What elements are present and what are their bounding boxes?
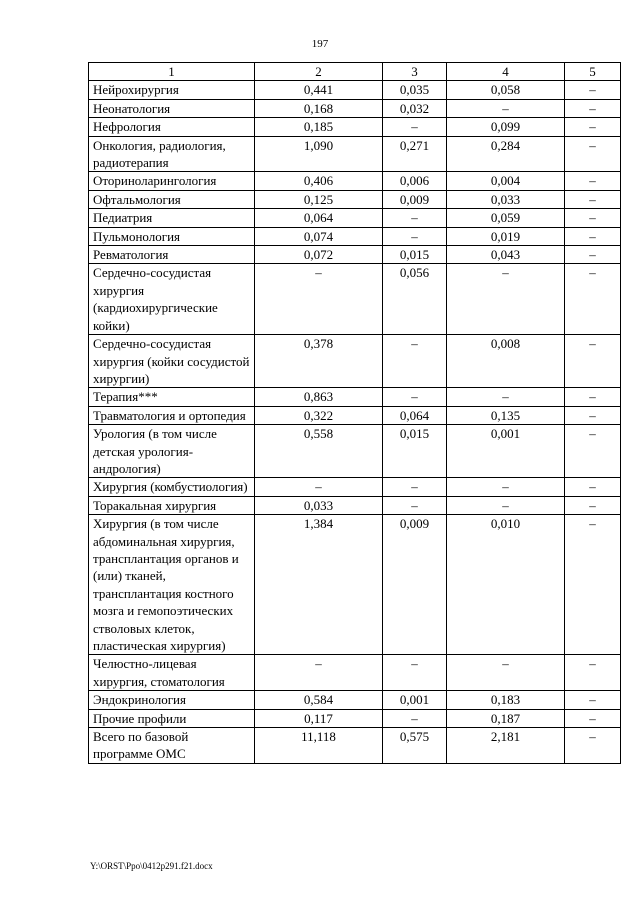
value-cell-col4: 0,033 [447, 190, 565, 208]
header-cell-2: 2 [255, 63, 383, 81]
header-cell-5: 5 [565, 63, 621, 81]
header-cell-4: 4 [447, 63, 565, 81]
table-row [89, 172, 621, 190]
profile-name-cell: Травматология и ортопедия [89, 406, 255, 424]
footer-file-path: Y:\ORST\Ppo\0412p291.f21.docx [90, 861, 213, 871]
value-cell-col2: 0,378 [255, 335, 383, 388]
profile-name-cell: Урология (в том числе детская урология-андрология) [89, 425, 255, 478]
value-cell-col3: 0,575 [383, 728, 447, 764]
value-cell-col2: 0,185 [255, 118, 383, 136]
profile-name-cell: Оториноларингология [89, 172, 255, 190]
value-cell-col3: – [383, 388, 447, 406]
value-cell-col3: – [383, 478, 447, 496]
value-cell-col3: 0,006 [383, 172, 447, 190]
value-cell-col5: – [565, 118, 621, 136]
value-cell-col3: 0,271 [383, 136, 447, 172]
table-row [89, 709, 621, 727]
value-cell-col2: 1,090 [255, 136, 383, 172]
value-cell-col2: 0,074 [255, 227, 383, 245]
value-cell-col4: – [447, 99, 565, 117]
value-cell-col3: 0,009 [383, 515, 447, 655]
value-cell-col3: – [383, 335, 447, 388]
profile-name-cell: Нейрохирургия [89, 81, 255, 99]
value-cell-col2: 11,118 [255, 728, 383, 764]
table-row [89, 246, 621, 264]
value-cell-col5: – [565, 227, 621, 245]
value-cell-col3: 0,056 [383, 264, 447, 335]
value-cell-col5: – [565, 406, 621, 424]
value-cell-col2: 0,064 [255, 209, 383, 227]
profile-name-cell: Прочие профили [89, 709, 255, 727]
value-cell-col2: 0,168 [255, 99, 383, 117]
value-cell-col4: 0,010 [447, 515, 565, 655]
value-cell-col5: – [565, 209, 621, 227]
value-cell-col2: – [255, 264, 383, 335]
value-cell-col4: 0,004 [447, 172, 565, 190]
value-cell-col4: 2,181 [447, 728, 565, 764]
value-cell-col5: – [565, 190, 621, 208]
value-cell-col5: – [565, 515, 621, 655]
table-row [89, 406, 621, 424]
value-cell-col4: 0,187 [447, 709, 565, 727]
profile-name-cell: Сердечно-сосудистая хирургия (кардиохирургические койки) [89, 264, 255, 335]
value-cell-col2: 1,384 [255, 515, 383, 655]
profile-name-cell: Нефрология [89, 118, 255, 136]
value-cell-col3: – [383, 655, 447, 691]
table-row [89, 118, 621, 136]
value-cell-col4: – [447, 655, 565, 691]
value-cell-col3: – [383, 118, 447, 136]
profile-name-cell: Офтальмология [89, 190, 255, 208]
table-row [89, 691, 621, 709]
profile-name-cell: Эндокринология [89, 691, 255, 709]
value-cell-col3: – [383, 209, 447, 227]
value-cell-col4: 0,001 [447, 425, 565, 478]
value-cell-col5: – [565, 264, 621, 335]
table-row [89, 190, 621, 208]
value-cell-col2: 0,863 [255, 388, 383, 406]
profile-name-cell: Хирургия (в том числе абдоминальная хирургия, трансплантация органов и (или) тканей, трансплантация костного мозга и гемопоэтических стволовых клеток, пластическая хирургия) [89, 515, 255, 655]
data-table [88, 62, 621, 764]
value-cell-col4: 0,058 [447, 81, 565, 99]
table-row [89, 425, 621, 478]
value-cell-col3: 0,015 [383, 246, 447, 264]
value-cell-col2: 0,584 [255, 691, 383, 709]
table-row [89, 136, 621, 172]
value-cell-col4: – [447, 496, 565, 514]
value-cell-col5: – [565, 246, 621, 264]
value-cell-col3: – [383, 709, 447, 727]
value-cell-col4: 0,059 [447, 209, 565, 227]
value-cell-col2: 0,406 [255, 172, 383, 190]
value-cell-col2: 0,072 [255, 246, 383, 264]
value-cell-col5: – [565, 388, 621, 406]
profile-name-cell: Сердечно-сосудистая хирургия (койки сосудистой хирургии) [89, 335, 255, 388]
value-cell-col3: – [383, 227, 447, 245]
value-cell-col2: 0,322 [255, 406, 383, 424]
profile-name-cell: Ревматология [89, 246, 255, 264]
table-row [89, 227, 621, 245]
header-cell-1: 1 [89, 63, 255, 81]
value-cell-col4: 0,019 [447, 227, 565, 245]
value-cell-col2: 0,441 [255, 81, 383, 99]
table-row [89, 99, 621, 117]
value-cell-col3: 0,015 [383, 425, 447, 478]
table-row [89, 655, 621, 691]
profile-name-cell: Онкология, радиология, радиотерапия [89, 136, 255, 172]
value-cell-col2: – [255, 655, 383, 691]
value-cell-col5: – [565, 496, 621, 514]
table-row [89, 81, 621, 99]
value-cell-col2: – [255, 478, 383, 496]
value-cell-col5: – [565, 655, 621, 691]
value-cell-col4: 0,284 [447, 136, 565, 172]
value-cell-col5: – [565, 691, 621, 709]
value-cell-col4: – [447, 478, 565, 496]
value-cell-col3: 0,001 [383, 691, 447, 709]
profile-name-cell: Терапия*** [89, 388, 255, 406]
profile-name-cell: Педиатрия [89, 209, 255, 227]
value-cell-col3: 0,064 [383, 406, 447, 424]
value-cell-col5: – [565, 709, 621, 727]
value-cell-col4: 0,043 [447, 246, 565, 264]
value-cell-col4: – [447, 264, 565, 335]
profile-name-cell: Челюстно-лицевая хирургия, стоматология [89, 655, 255, 691]
value-cell-col2: 0,125 [255, 190, 383, 208]
value-cell-col5: – [565, 136, 621, 172]
table-row [89, 335, 621, 388]
value-cell-col3: – [383, 496, 447, 514]
table-row [89, 388, 621, 406]
header-cell-3: 3 [383, 63, 447, 81]
table-row [89, 515, 621, 655]
value-cell-col2: 0,558 [255, 425, 383, 478]
profile-name-cell: Неонатология [89, 99, 255, 117]
profile-name-cell: Пульмонология [89, 227, 255, 245]
value-cell-col5: – [565, 728, 621, 764]
value-cell-col2: 0,117 [255, 709, 383, 727]
table-row [89, 264, 621, 335]
table-body [89, 81, 621, 763]
page-number: 197 [311, 38, 329, 50]
value-cell-col4: 0,135 [447, 406, 565, 424]
value-cell-col4: 0,099 [447, 118, 565, 136]
table-row [89, 496, 621, 514]
value-cell-col3: 0,032 [383, 99, 447, 117]
value-cell-col5: – [565, 425, 621, 478]
header-row [89, 63, 621, 81]
table-row [89, 728, 621, 764]
value-cell-col5: – [565, 81, 621, 99]
value-cell-col2: 0,033 [255, 496, 383, 514]
profile-name-cell: Всего по базовой программе ОМС [89, 728, 255, 764]
profile-name-cell: Хирургия (комбустиология) [89, 478, 255, 496]
value-cell-col5: – [565, 172, 621, 190]
value-cell-col4: 0,183 [447, 691, 565, 709]
value-cell-col5: – [565, 99, 621, 117]
profile-name-cell: Торакальная хирургия [89, 496, 255, 514]
value-cell-col4: 0,008 [447, 335, 565, 388]
value-cell-col3: 0,009 [383, 190, 447, 208]
value-cell-col3: 0,035 [383, 81, 447, 99]
table-row [89, 209, 621, 227]
value-cell-col5: – [565, 478, 621, 496]
value-cell-col4: – [447, 388, 565, 406]
table-row [89, 478, 621, 496]
value-cell-col5: – [565, 335, 621, 388]
